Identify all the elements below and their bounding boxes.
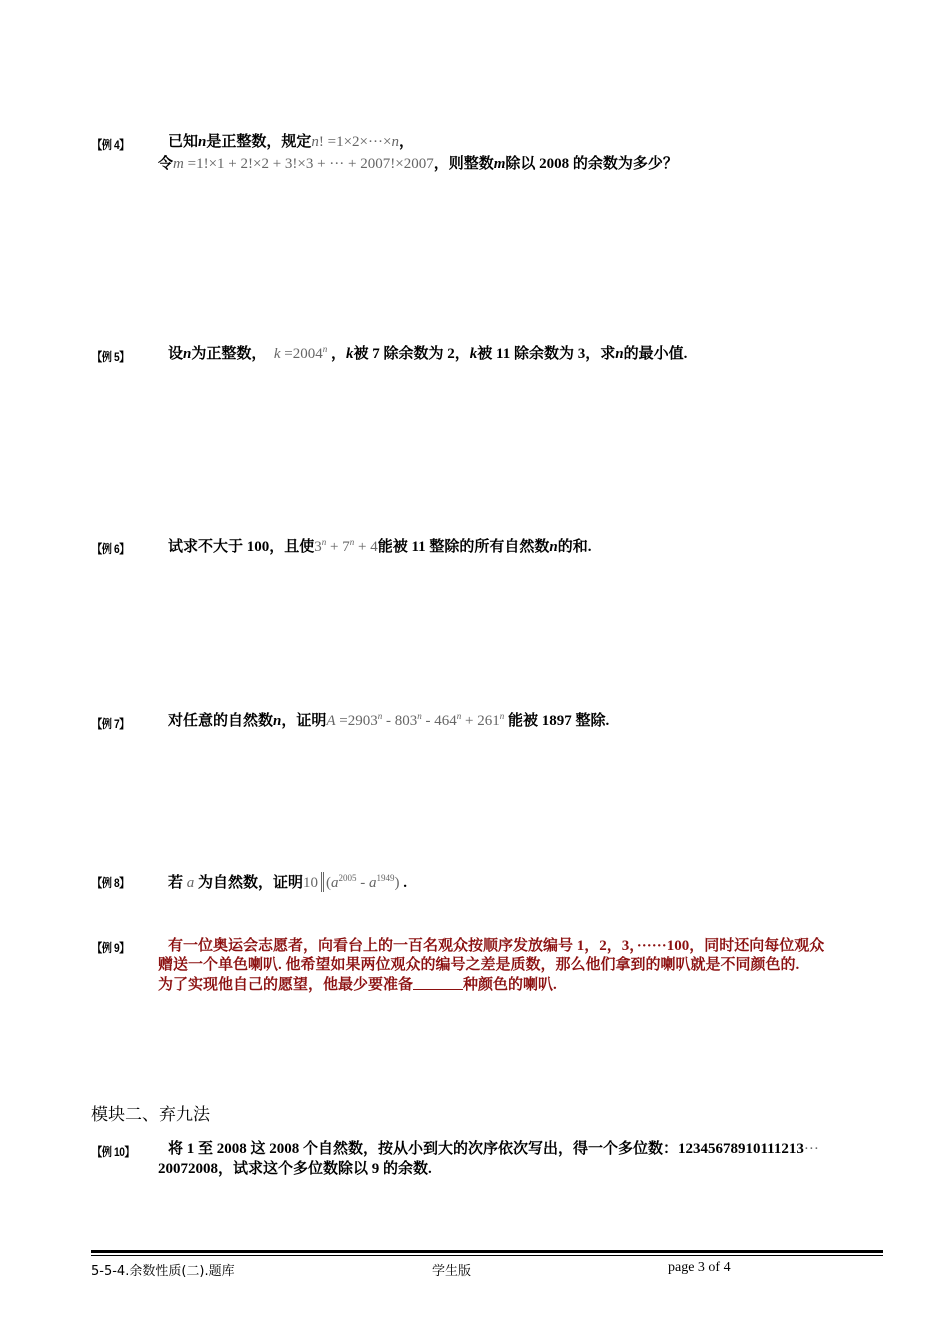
text: 是正整数，规定 <box>206 134 312 150</box>
example-10-line-2: 20072008，试求这个多位数除以 9 的余数. <box>158 1161 432 1177</box>
text: 令 <box>158 156 174 172</box>
section-title: 模块二、弃九法 <box>91 1105 210 1125</box>
var-a: a <box>186 875 195 891</box>
example-10-line-1: 将 1 至 2008 这 2008 个自然数，按从小到大的次序依次写出，得一个多位数：12345678910111213··· <box>168 1141 819 1157</box>
example-4-line-1 <box>168 133 414 152</box>
footer-rule-thin <box>91 1255 883 1256</box>
text: 已知 <box>168 134 199 150</box>
footer-center: 学生版 <box>432 1264 472 1279</box>
divides-bar <box>321 872 322 892</box>
m-expression: m =1!×1 + 2!×2 + 3!×3 + ··· + 2007!×2007 <box>173 156 434 172</box>
divisibility-expression: 10 $(a^{2005} - a^{1949})$ <box>303 873 400 891</box>
example-6-tag: 【例 6】 <box>92 542 129 556</box>
example-4-tag: 【例 4】 <box>92 138 129 152</box>
var-m: m <box>493 156 506 172</box>
factorial-definition: n! =1×2×···×n <box>311 134 399 150</box>
power-expression: $3^n + 7^n + 4$ <box>314 537 378 555</box>
divides-bar <box>323 872 324 892</box>
footer-page-number: page 3 of 4 <box>668 1260 731 1275</box>
example-9-tag: 【例 9】 <box>92 941 129 955</box>
example-7-text: 对任意的自然数n，证明$A =2903^n - 803^n - 464^n + 261^n$ 能被 1897 整除. <box>168 711 610 729</box>
example-5-text: 设n为正整数， $k =2004^n$ ，k被 7 除余数为 2，k被 11 除余数为 3，求n的最小值. <box>168 344 688 362</box>
k-expression: $k =2004^n$ <box>273 344 328 362</box>
A-expression: $A =2903^n - 803^n - 464^n + 261^n$ <box>326 711 505 729</box>
example-4-line-2 <box>158 155 678 174</box>
footer-left: 5-5-4.余数性质(二).题库 <box>91 1264 235 1279</box>
text: 除以 2008 的余数为多少？ <box>505 156 678 172</box>
example-8-tag: 【例 8】 <box>92 876 129 890</box>
example-5-tag: 【例 5】 <box>92 350 129 364</box>
example-9-line-2: 赠送一个单色喇叭. 他希望如果两位观众的编号之差是质数，那么他们拿到的喇叭就是不同颜色的. <box>158 957 800 973</box>
example-10-tag: 【例 10】 <box>92 1145 135 1159</box>
ellipsis: ··· <box>803 1141 819 1157</box>
example-9-line-3: 为了实现他自己的愿望，他最少要准备 种颜色的喇叭. <box>158 977 557 993</box>
footer-rule-thick <box>91 1250 883 1253</box>
example-8-text: 若 a 为自然数，证明10 $(a^{2005} - a^{1949})$ . <box>168 873 408 891</box>
example-7-tag: 【例 7】 <box>92 717 129 731</box>
text: ，则整数 <box>433 156 494 172</box>
answer-blank[interactable] <box>413 975 463 990</box>
var-n: n <box>198 134 207 150</box>
text: ， <box>398 134 414 150</box>
example-6-text: 试求不大于 100，且使$3^n + 7^n + 4$能被 11 整除的所有自然数n的和. <box>168 537 592 555</box>
example-9-line-1: 有一位奥运会志愿者，向看台上的一百名观众按顺序发放编号 1，2，3，······100，同时还向每位观众 <box>168 938 825 954</box>
